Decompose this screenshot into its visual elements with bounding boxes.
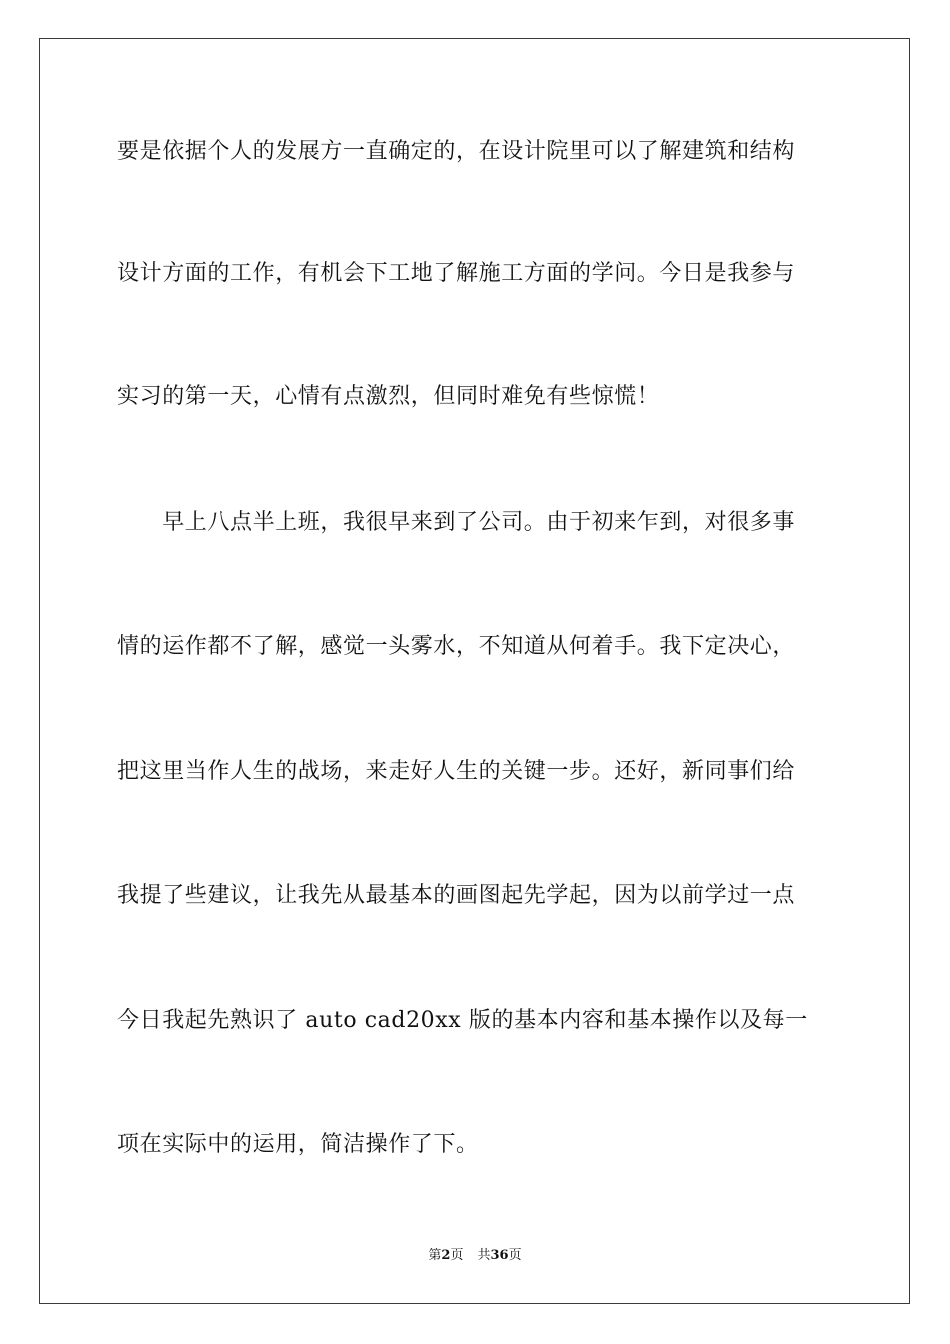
- total-pages: 36: [490, 1248, 509, 1263]
- text-line-3: 实习的第一天，心情有点激烈，但同时难免有些惊慌！: [117, 384, 660, 409]
- page-prefix: 第: [428, 1248, 442, 1263]
- page-suffix: 页: [450, 1248, 464, 1263]
- text-line-8: 今日我起先熟识了 auto cad20xx 版的基本内容和基本操作以及每一: [117, 1008, 808, 1033]
- total-suffix: 页: [508, 1248, 522, 1263]
- text-line-9: 项在实际中的运用，简洁操作了下。: [117, 1132, 479, 1157]
- text-line-1: 要是依据个人的发展方一直确定的，在设计院里可以了解建筑和结构: [117, 139, 796, 164]
- page-number: 2: [441, 1248, 451, 1263]
- text-line-5: 情的运作都不了解，感觉一头雾水，不知道从何着手。我下定决心，: [117, 634, 796, 659]
- page-border: [39, 38, 910, 1304]
- text-line-7: 我提了些建议，让我先从最基本的画图起先学起，因为以前学过一点: [117, 883, 796, 908]
- page-footer: [0, 1247, 950, 1265]
- total-prefix: 共: [477, 1248, 491, 1263]
- text-line-2: 设计方面的工作，有机会下工地了解施工方面的学问。今日是我参与: [117, 261, 796, 286]
- text-line-4: 早上八点半上班，我很早来到了公司。由于初来乍到，对很多事: [117, 510, 796, 535]
- text-line-6: 把这里当作人生的战场，来走好人生的关键一步。还好，新同事们给: [117, 759, 796, 784]
